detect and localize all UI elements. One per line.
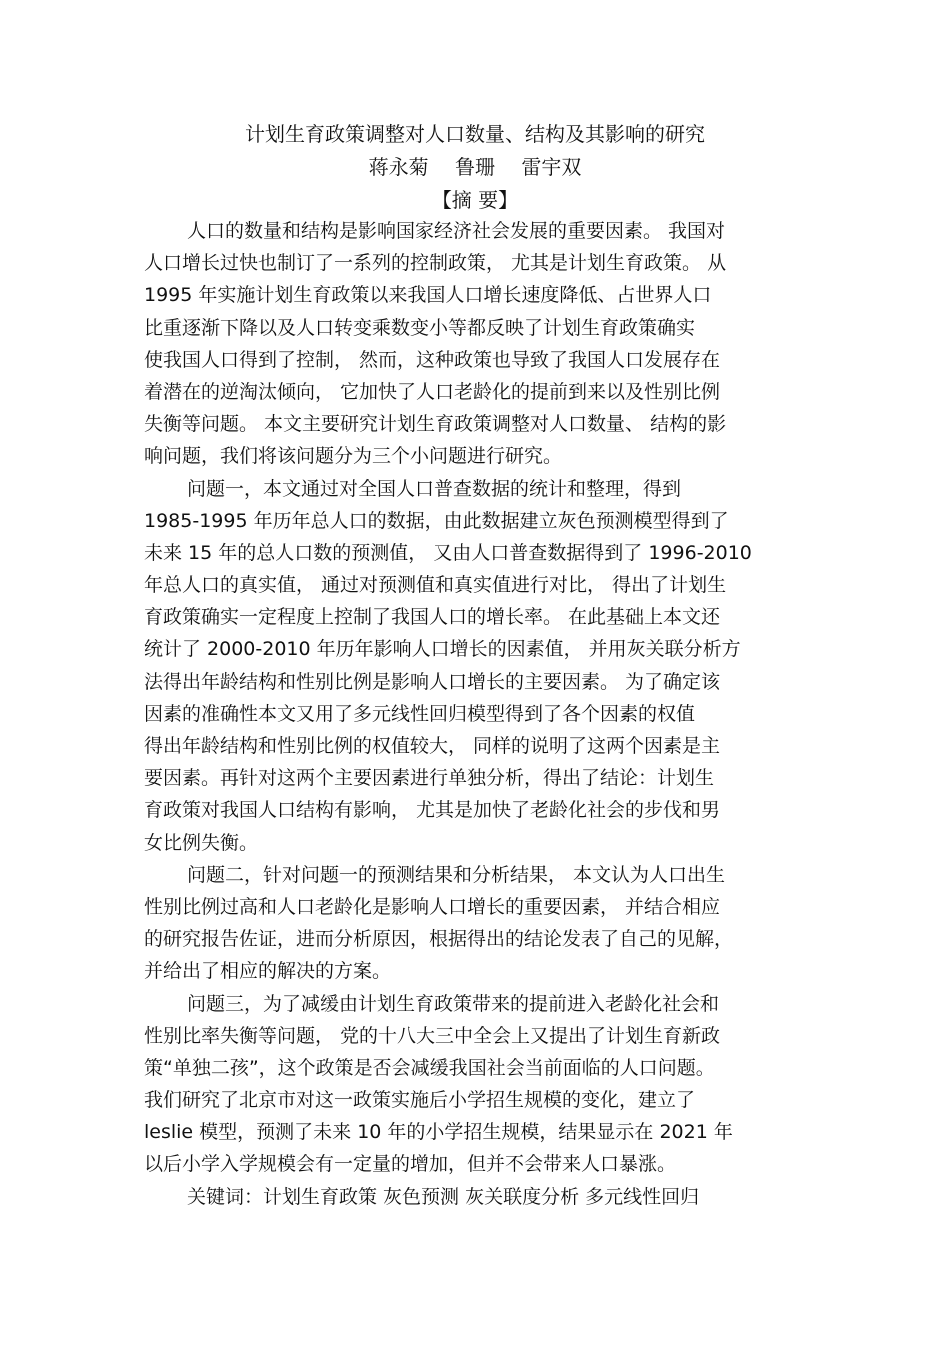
- paper-title: 计划生育政策调整对人口数量、结构及其影响的研究: [245, 122, 705, 146]
- text-line: 年总人口的真实值， 通过对预测值和真实值进行对比， 得出了计划生: [144, 574, 727, 597]
- text-line: 性别比率失衡等问题， 党的十八大三中全会上又提出了计划生育新政: [144, 1024, 721, 1047]
- text-line: 使我国人口得到了控制， 然而，这种政策也导致了我国人口发展存在: [144, 348, 721, 371]
- text-line: 的研究报告佐证，进而分析原因，根据得出的结论发表了自己的见解，: [144, 928, 734, 951]
- text-line: 性别比例过高和人口老龄化是影响人口增长的重要因素， 并结合相应: [144, 895, 721, 918]
- text-line: 要因素。再针对这两个主要因素进行单独分析，得出了结论：计划生: [144, 767, 715, 790]
- text-line: leslie 模型，预测了未来 10 年的小学招生规模，结果显示在 2021 年: [144, 1121, 733, 1144]
- text-line: 人口增长过快也制订了一系列的控制政策， 尤其是计划生育政策。 从: [144, 252, 727, 275]
- author-name: 雷宇双: [521, 155, 582, 179]
- text-line: 人口的数量和结构是影响国家经济社会发展的重要因素。 我国对: [187, 220, 726, 242]
- text-line: 策“单独二孩”，这个政策是否会减缓我国社会当前面临的人口问题。: [144, 1056, 715, 1079]
- text-line: 比重逐渐下降以及人口转变乘数变小等都反映了计划生育政策确实: [144, 316, 696, 339]
- text-line: 响问题，我们将该问题分为三个小问题进行研究。: [144, 445, 563, 468]
- text-line: 育政策确实一定程度上控制了我国人口的增长率。 在此基础上本文还: [144, 606, 721, 629]
- text-line: 法得出年龄结构和性别比例是影响人口增长的主要因素。 为了确定该: [144, 670, 721, 693]
- author-list: [0, 153, 950, 181]
- text-line: 问题一，本文通过对全国人口普查数据的统计和整理，得到: [187, 477, 682, 500]
- text-line: 我们研究了北京市对这一政策实施后小学招生规模的变化，建立了: [144, 1089, 696, 1112]
- text-line: 以后小学入学规模会有一定量的增加，但并不会带来人口暴涨。: [144, 1153, 677, 1176]
- text-line: 育政策对我国人口结构有影响， 尤其是加快了老龄化社会的步伐和男: [144, 799, 721, 822]
- text-line: 失衡等问题。 本文主要研究计划生育政策调整对人口数量、 结构的影: [144, 413, 727, 436]
- text-line: 1995 年实施计划生育政策以来我国人口增长速度降低、占世界人口: [144, 284, 712, 307]
- text-line: 问题三，为了减缓由计划生育政策带来的提前进入老龄化社会和: [187, 992, 720, 1015]
- author-name: 蒋永菊: [368, 155, 429, 179]
- abstract-body: [144, 215, 814, 1213]
- text-line: 统计了 2000-2010 年历年影响人口增长的因素值， 并用灰关联分析方: [144, 638, 741, 661]
- author-name: 鲁珊: [455, 155, 495, 179]
- text-line: 着潜在的逆淘汰倾向， 它加快了人口老龄化的提前到来以及性别比例: [144, 380, 721, 403]
- text-line: 问题二，针对问题一的预测结果和分析结果， 本文认为人口出生: [187, 863, 726, 886]
- text-line: 得出年龄结构和性别比例的权值较大， 同样的说明了这两个因素是主: [144, 735, 721, 757]
- text-line: 并给出了相应的解决的方案。: [144, 960, 392, 983]
- text-line: 因素的准确性本文又用了多元线性回归模型得到了各个因素的权值: [144, 702, 696, 725]
- text-line: 未来 15 年的总人口数的预测值， 又由人口普查数据得到了 1996-2010: [144, 541, 752, 564]
- text-line: 关键词：计划生育政策 灰色预测 灰关联度分析 多元线性回归: [187, 1185, 700, 1208]
- text-line: 女比例失衡。: [144, 831, 259, 854]
- abstract-heading: 【摘 要】: [431, 188, 519, 212]
- text-line: 1985-1995 年历年总人口的数据，由此数据建立灰色预测模型得到了: [144, 509, 729, 532]
